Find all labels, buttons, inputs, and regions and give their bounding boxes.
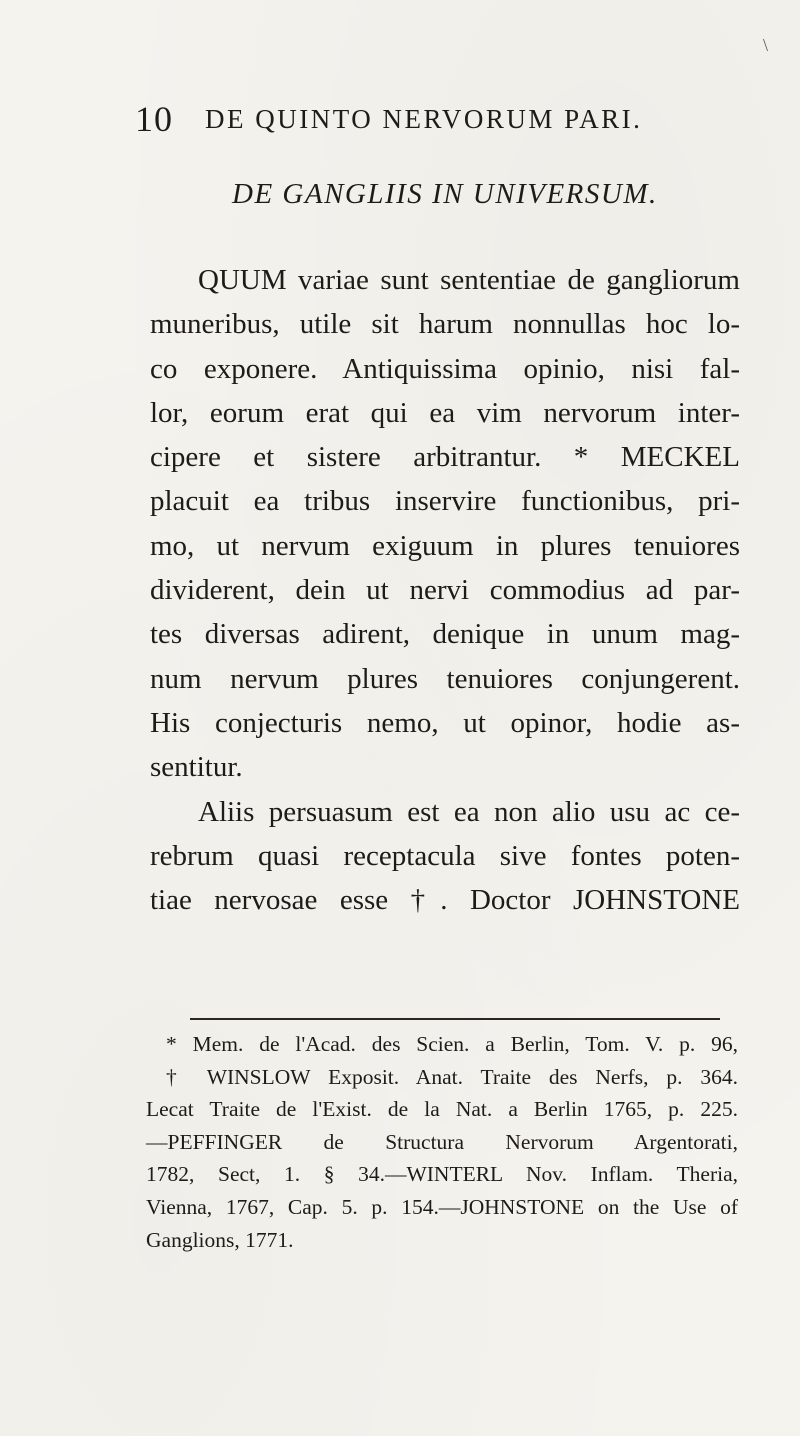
page-number: 10 [135,99,173,139]
footnote-line: Lecat Traite de l'Exist. de la Nat. a Berlin 1765, p. 225. [146,1097,738,1122]
footnote-line: Ganglions, 1771. [146,1227,294,1252]
text-line: muneribus, utile sit harum nonnullas hoc lo- [150,308,740,341]
text-line: num nervum plures tenuiores conjungerent. [150,662,740,695]
footnote-line: * Mem. de l'Acad. des Scien. a Berlin, Tom. V. p. 96, [166,1032,738,1056]
footnote-line: 1782, Sect, 1. § 34.—WINTERL Nov. Inflam. Theria, [146,1162,738,1187]
page-header [135,98,695,148]
text-line: cipere et sistere arbitrantur. * MECKEL [150,441,740,474]
text-line: co exponere. Antiquissima opinio, nisi fal- [150,352,740,385]
text-line: His conjecturis nemo, ut opinor, hodie as- [150,706,740,739]
text-line: lor, eorum erat qui ea vim nervorum inter- [150,396,740,429]
section-title: DE GANGLIIS IN UNIVERSUM. [232,178,658,210]
text-line: sentitur. [150,751,243,784]
text-line: Aliis persuasum est ea non alio usu ac ce- [198,795,740,828]
footnote-line: Vienna, 1767, Cap. 5. p. 154.—JOHNSTONE on the Use of [146,1194,738,1219]
text-line: tes diversas adirent, denique in unum mag- [150,618,740,651]
footnote-line: —PEFFINGER de Structura Nervorum Argentorati, [146,1129,738,1154]
footnotes [146,1028,738,1256]
footnote-rule [190,1018,720,1020]
margin-mark: \ [762,35,768,55]
text-line: rebrum quasi receptacula sive fontes poten- [150,839,740,872]
text-line: placuit ea tribus inservire functionibus, pri- [150,485,740,518]
text-line: dividerent, dein ut nervi commodius ad par- [150,574,740,607]
running-head: DE QUINTO NERVORUM PARI. [205,104,643,134]
text-line: mo, ut nervum exiguum in plures tenuiores [150,529,740,562]
text-line: tiae nervosae esse †. Doctor JOHNSTONE [150,884,740,917]
main-text [150,258,740,922]
text-line: QUUM variae sunt sententiae de gangliorum [198,264,740,296]
footnote-line: † WINSLOW Exposit. Anat. Traite des Nerfs, p. 364. [166,1064,738,1089]
